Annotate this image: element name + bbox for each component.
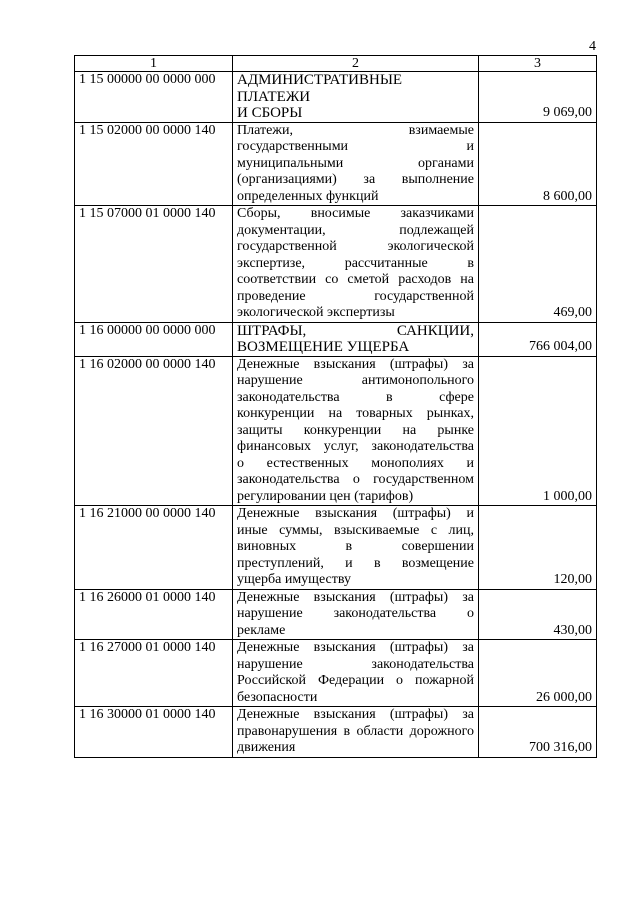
item-name-line: законодательства о государственном	[237, 472, 474, 487]
table-row	[75, 640, 597, 707]
item-name-cell	[233, 206, 479, 323]
item-name-line: защиты конкуренции на рынке	[237, 422, 474, 438]
item-name-line: Денежные взыскания (штрафы) за	[237, 356, 474, 372]
item-name-line: Платежи, взимаемые	[237, 122, 474, 138]
item-name-cell	[233, 589, 479, 640]
item-name-line: нарушение законодательства о	[237, 606, 474, 621]
item-name-line: иные суммы, взыскиваемые с лиц,	[237, 522, 474, 538]
item-name-line: финансовых услуг, законодательства	[237, 439, 474, 454]
item-name-line: АДМИНИСТРАТИВНЫЕ ПЛАТЕЖИ	[237, 72, 403, 105]
item-name-cell	[233, 356, 479, 506]
item-name-line: экспертизе, рассчитанные в	[237, 255, 474, 271]
item-name-line: муниципальными органами	[237, 155, 474, 171]
amount-cell: 120,00	[479, 506, 597, 590]
revenue-table	[74, 55, 597, 758]
item-name-line: нарушение законодательства	[237, 656, 474, 672]
table-row	[75, 356, 597, 506]
item-name-line: (организациями) за выполнение	[237, 172, 474, 187]
item-name-line: движения	[237, 740, 296, 755]
amount-cell: 700 316,00	[479, 707, 597, 758]
table-row	[75, 72, 597, 123]
item-name-line: нарушение антимонопольного	[237, 373, 474, 388]
page-number: 4	[589, 39, 596, 54]
budget-code-cell: 1 16 27000 01 0000 140	[75, 640, 233, 707]
item-name-line: Денежные взыскания (штрафы) за	[237, 640, 474, 655]
item-name-line: государственными и	[237, 139, 474, 154]
item-name-line: рекламе	[237, 622, 286, 638]
table-row	[75, 206, 597, 323]
header-col-2: 2	[233, 56, 479, 72]
item-name-line: Денежные взыскания (штрафы) и	[237, 506, 474, 521]
table-header	[75, 56, 597, 72]
item-name-line: соответствии со сметой расходов на	[237, 272, 474, 287]
item-name-cell	[233, 640, 479, 707]
amount-cell: 1 000,00	[479, 356, 597, 506]
amount-cell: 430,00	[479, 589, 597, 640]
item-name-line: документации, подлежащей	[237, 222, 474, 238]
budget-code-cell: 1 15 07000 01 0000 140	[75, 206, 233, 323]
item-name-line: И СБОРЫ	[237, 105, 303, 121]
item-name-line: Сборы, вносимые заказчиками	[237, 206, 474, 221]
budget-code-cell: 1 16 00000 00 0000 000	[75, 322, 233, 356]
item-name-cell	[233, 506, 479, 590]
item-name-line: правонарушения в области дорожного	[237, 723, 474, 739]
header-col-1: 1	[75, 56, 233, 72]
item-name-line: Денежные взыскания (штрафы) за	[237, 707, 474, 722]
item-name-line: регулировании цен (тарифов)	[237, 488, 414, 504]
item-name-line: преступлений, и в возмещение	[237, 555, 474, 571]
budget-code-cell: 1 16 21000 00 0000 140	[75, 506, 233, 590]
table-row	[75, 322, 597, 356]
budget-code-cell: 1 16 30000 01 0000 140	[75, 707, 233, 758]
amount-cell: 8 600,00	[479, 122, 597, 206]
item-name-line: ущерба имуществу	[237, 572, 351, 587]
item-name-line: ШТРАФЫ, САНКЦИИ,	[237, 322, 474, 339]
item-name-line: государственной экологической	[237, 239, 474, 254]
item-name-line: Денежные взыскания (штрафы) за	[237, 589, 474, 605]
item-name-cell	[233, 707, 479, 758]
item-name-cell	[233, 72, 479, 123]
header-col-3: 3	[479, 56, 597, 72]
amount-cell: 766 004,00	[479, 322, 597, 356]
item-name-line: экологической экспертизы	[237, 305, 395, 320]
table-row	[75, 122, 597, 206]
item-name-line: безопасности	[237, 689, 318, 705]
item-name-line: проведение государственной	[237, 288, 474, 304]
amount-cell: 9 069,00	[479, 72, 597, 123]
table-body	[75, 72, 597, 758]
amount-cell: 26 000,00	[479, 640, 597, 707]
table-row	[75, 506, 597, 590]
item-name-line: виновных в совершении	[237, 539, 474, 554]
item-name-line: законодательства в сфере	[237, 389, 474, 405]
budget-code-cell: 1 15 00000 00 0000 000	[75, 72, 233, 123]
item-name-line: о естественных монополиях и	[237, 455, 474, 471]
item-name-line: определенных функций	[237, 188, 379, 204]
item-name-line: Российской Федерации о пожарной	[237, 673, 474, 688]
item-name-cell	[233, 122, 479, 206]
budget-code-cell: 1 16 02000 00 0000 140	[75, 356, 233, 506]
item-name-line: ВОЗМЕЩЕНИЕ УЩЕРБА	[237, 339, 410, 355]
header-row	[75, 56, 597, 72]
amount-cell: 469,00	[479, 206, 597, 323]
item-name-cell	[233, 322, 479, 356]
table-row	[75, 707, 597, 758]
item-name-line: конкуренции на товарных рынках,	[237, 406, 474, 421]
budget-code-cell: 1 15 02000 00 0000 140	[75, 122, 233, 206]
budget-code-cell: 1 16 26000 01 0000 140	[75, 589, 233, 640]
table-row	[75, 589, 597, 640]
